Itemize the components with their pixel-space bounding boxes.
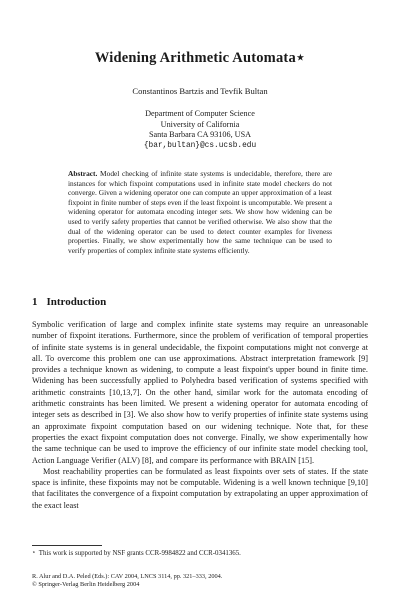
paper-title: Widening Arithmetic Automata⋆ [94, 50, 306, 66]
abstract-label: Abstract. [68, 169, 98, 178]
publication-copyright: © Springer-Verlag Berlin Heidelberg 2004 [32, 581, 140, 588]
footnote-mark: ⋆ [32, 550, 36, 556]
section-heading [32, 296, 106, 308]
abstract [68, 169, 332, 255]
section-title-text: Introduction [46, 296, 107, 308]
affiliation-block [0, 109, 400, 151]
affiliation-university: University of California [160, 119, 240, 129]
section-number: 1 [32, 296, 38, 308]
footnote-rule [32, 545, 102, 546]
footnote-text: This work is supported by NSF grants CCR-9984822 and CCR-0341365. [38, 550, 241, 557]
affiliation-email: {bar,bultan}@cs.ucsb.edu [143, 141, 257, 150]
body-paragraph-1: Symbolic verification of large and complex infinite state systems may require an unreasonable number of fixpoint iterations. Furthermore, since the problem of verification of temporal properties of infinite state systems is in general undecidable, the fixpoint computations might not converge at all. To overcome this problem one can use approximations. Abstract interpretation framework [9] provides a technique known as widening, to compute a least fixpoint's upper bound in finite time. Widening has been successfully applied to Polyhedra based verification of systems specified with arithmetic constraints [10,13,7]. On the other hand, similar work for the automata encoding of arithmetic constraints has been limited. We present a widening operator for automata encoding of integer sets as described in [3]. We also show how to verify properties of infinite state systems using an approximate fixpoint computation based on our widening technique. Note that, for these properties the exact fixpoint computation does not converge. Finally, we show experimentally how the same technique can be used to improve the efficiency of our infinite state model checking tool, Action Language Verifier (ALV) [8], and compare its performance with BRAIN [15]. [32, 320, 368, 465]
affiliation-address: Santa Barbara CA 93106, USA [148, 130, 252, 139]
abstract-text: Model checking of infinite state systems is undecidable, therefore, there are instances for which fixpoint computations used in infinite state model checkers do not converge. Given a widening operator one can compute an upper approximation of a least fixpoint in finite number of steps even if the least fixpoint is uncomputable. We present a widening operator for automata encoding integer sets. We show how widening can be used to verify safety properties that cannot be verified otherwise. We also show that the dual of the widening operator can be used to detect counter examples for liveness properties. Finally, we show experimentally how the same technique can be used to verify properties of complex infinite state systems efficiently. [68, 169, 332, 255]
body-paragraph-2: Most reachability properties can be formulated as least fixpoints over sets of states. If the state space is infinite, these fixpoints may not be computable. Widening is a well known technique [9,10] that facilitates the convergence of a fixpoint computation by extrapolating an upper approximation of the exact least [32, 466, 368, 510]
paper-authors: Constantinos Bartzis and Tevfik Bultan [132, 86, 268, 96]
footnote [32, 549, 368, 558]
publication-citation: R. Alur and D.A. Peled (Eds.): CAV 2004, LNCS 3114, pp. 321–333, 2004. [32, 573, 223, 580]
affiliation-department: Department of Computer Science [145, 109, 255, 118]
section-body [32, 319, 368, 511]
publication-info [32, 573, 368, 589]
